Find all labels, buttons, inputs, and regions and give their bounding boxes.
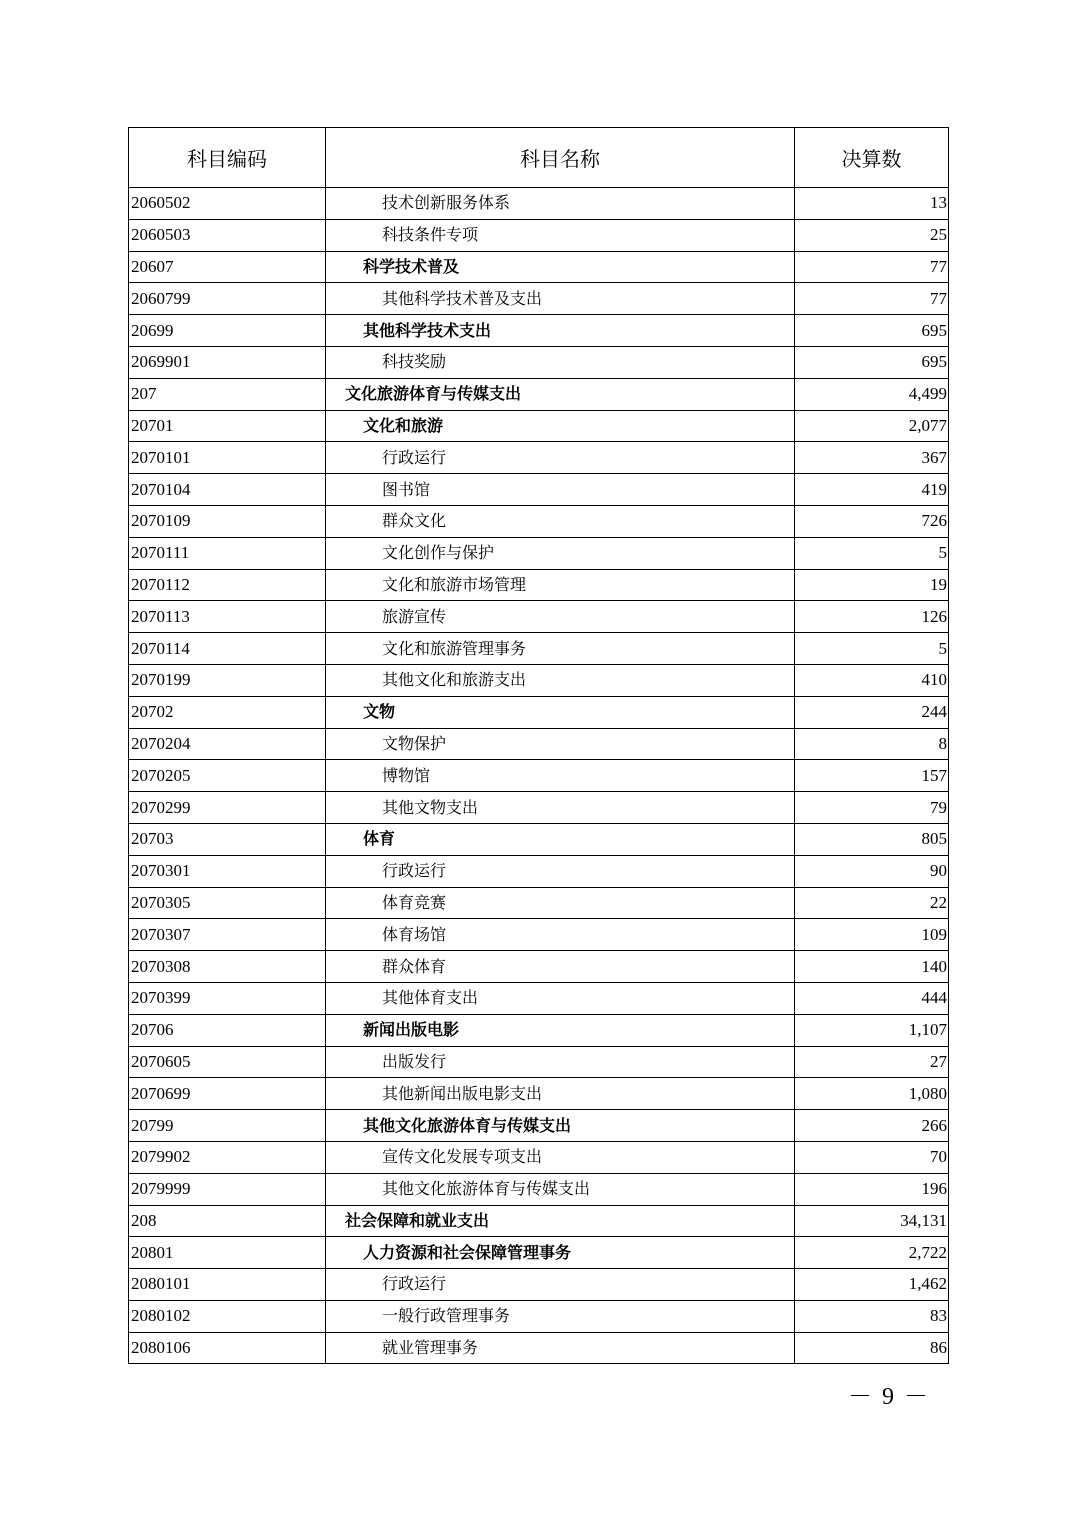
table-row [129,951,949,983]
table-body [129,188,949,1364]
row-name: 行政运行 [382,447,447,467]
row-name-cell [326,569,795,601]
row-code: 2079999 [129,1173,326,1205]
row-name-cell [326,728,795,760]
row-code: 208 [129,1205,326,1237]
row-name-cell [326,760,795,792]
row-amount: 695 [795,346,949,378]
table-row [129,1237,949,1269]
row-amount: 27 [795,1046,949,1078]
row-code: 2060799 [129,283,326,315]
row-amount: 1,080 [795,1078,949,1110]
row-name: 出版发行 [382,1051,447,1071]
table-row [129,1141,949,1173]
row-name: 文化创作与保护 [382,543,495,563]
row-name: 旅游宣传 [382,606,447,626]
row-code: 2070114 [129,633,326,665]
row-name: 其他文化旅游体育与传媒支出 [382,1179,591,1199]
row-name-cell [326,474,795,506]
row-code: 2069901 [129,346,326,378]
row-name-cell [326,887,795,919]
row-name: 技术创新服务体系 [382,193,511,213]
row-amount: 805 [795,823,949,855]
table-header-row [129,128,949,188]
budget-table [128,127,949,1364]
row-code: 2080102 [129,1300,326,1332]
row-amount: 244 [795,696,949,728]
row-name: 其他文化旅游体育与传媒支出 [363,1115,572,1135]
row-amount: 419 [795,474,949,506]
table-row [129,219,949,251]
table-row [129,1173,949,1205]
row-name: 人力资源和社会保障管理事务 [363,1242,572,1262]
row-amount: 726 [795,505,949,537]
row-code: 2070399 [129,982,326,1014]
table-row [129,410,949,442]
row-name-cell [326,219,795,251]
row-name-cell [326,1173,795,1205]
row-name-cell [326,1237,795,1269]
row-name: 群众文化 [382,511,447,531]
row-name: 博物馆 [382,765,431,785]
row-name: 文化和旅游 [363,415,444,435]
row-code: 20706 [129,1014,326,1046]
row-code: 2080101 [129,1269,326,1301]
row-amount: 86 [795,1332,949,1364]
row-code: 2070308 [129,951,326,983]
row-code: 2070307 [129,919,326,951]
row-name-cell [326,1332,795,1364]
row-name-cell [326,1205,795,1237]
row-code: 20701 [129,410,326,442]
row-amount: 34,131 [795,1205,949,1237]
row-code: 2060502 [129,188,326,220]
row-name-cell [326,410,795,442]
table-row [129,315,949,347]
row-code: 2060503 [129,219,326,251]
row-name-cell [326,1141,795,1173]
table-row [129,1269,949,1301]
table-row [129,283,949,315]
row-amount: 70 [795,1141,949,1173]
row-amount: 2,077 [795,410,949,442]
table-row [129,505,949,537]
row-name-cell [326,1078,795,1110]
row-code: 2070199 [129,664,326,696]
row-name-cell [326,1269,795,1301]
row-amount: 140 [795,951,949,983]
row-name: 其他新闻出版电影支出 [382,1083,543,1103]
table-row [129,251,949,283]
row-amount: 90 [795,855,949,887]
table-row [129,1205,949,1237]
row-name: 文化旅游体育与传媒支出 [345,384,522,404]
table-row [129,982,949,1014]
table-row [129,1110,949,1142]
table-row [129,537,949,569]
table-row [129,823,949,855]
row-amount: 83 [795,1300,949,1332]
table-row [129,1078,949,1110]
row-code: 207 [129,378,326,410]
row-name: 图书馆 [382,479,431,499]
row-amount: 13 [795,188,949,220]
row-name-cell [326,601,795,633]
row-name: 行政运行 [382,1274,447,1294]
header-amount: 决算数 [795,128,949,188]
row-amount: 157 [795,760,949,792]
row-code: 2070699 [129,1078,326,1110]
row-name: 科技条件专项 [382,225,479,245]
row-name: 社会保障和就业支出 [345,1210,490,1230]
row-name-cell [326,855,795,887]
row-name: 文物保护 [382,733,447,753]
row-name: 体育 [363,829,396,849]
table-row [129,760,949,792]
row-code: 2070104 [129,474,326,506]
table-row [129,1046,949,1078]
row-code: 20799 [129,1110,326,1142]
row-code: 2070113 [129,601,326,633]
row-name-cell [326,823,795,855]
row-name-cell [326,664,795,696]
row-amount: 4,499 [795,378,949,410]
row-name-cell [326,1046,795,1078]
row-amount: 410 [795,664,949,696]
row-code: 20607 [129,251,326,283]
table-row [129,728,949,760]
row-name-cell [326,1014,795,1046]
row-name: 文化和旅游管理事务 [382,638,527,658]
budget-table-container [128,127,948,1364]
table-row [129,378,949,410]
row-name-cell [326,633,795,665]
row-amount: 2,722 [795,1237,949,1269]
table-row [129,346,949,378]
table-row [129,474,949,506]
row-name: 体育场馆 [382,924,447,944]
row-amount: 5 [795,633,949,665]
row-name-cell [326,346,795,378]
row-code: 2070299 [129,792,326,824]
row-amount: 444 [795,982,949,1014]
row-amount: 126 [795,601,949,633]
row-amount: 19 [795,569,949,601]
table-row [129,1014,949,1046]
row-name-cell [326,1300,795,1332]
row-code: 2070205 [129,760,326,792]
row-name-cell [326,188,795,220]
row-name: 一般行政管理事务 [382,1306,511,1326]
header-name: 科目名称 [326,128,795,188]
row-code: 2070109 [129,505,326,537]
row-name: 科技奖励 [382,352,447,372]
row-code: 20699 [129,315,326,347]
row-name-cell [326,537,795,569]
row-amount: 1,107 [795,1014,949,1046]
row-amount: 196 [795,1173,949,1205]
row-name-cell [326,442,795,474]
row-name-cell [326,315,795,347]
row-name: 其他文化和旅游支出 [382,670,527,690]
row-name-cell [326,378,795,410]
row-amount: 367 [795,442,949,474]
row-amount: 22 [795,887,949,919]
row-name-cell [326,1110,795,1142]
table-row [129,919,949,951]
table-row [129,792,949,824]
row-name: 其他体育支出 [382,988,479,1008]
row-amount: 79 [795,792,949,824]
row-name-cell [326,696,795,728]
row-name-cell [326,951,795,983]
row-amount: 5 [795,537,949,569]
table-row [129,696,949,728]
row-code: 2070301 [129,855,326,887]
row-name: 文物 [363,702,396,722]
row-code: 2070605 [129,1046,326,1078]
row-amount: 1,462 [795,1269,949,1301]
row-name: 群众体育 [382,956,447,976]
table-row [129,569,949,601]
table-row [129,1332,949,1364]
row-name-cell [326,982,795,1014]
row-amount: 25 [795,219,949,251]
row-name-cell [326,505,795,537]
row-name: 体育竞赛 [382,892,447,912]
row-code: 2070305 [129,887,326,919]
row-name-cell [326,792,795,824]
row-code: 2070204 [129,728,326,760]
row-amount: 695 [795,315,949,347]
row-amount: 266 [795,1110,949,1142]
table-row [129,188,949,220]
row-name: 就业管理事务 [382,1338,479,1358]
row-name: 其他科学技术支出 [363,320,492,340]
row-code: 2080106 [129,1332,326,1364]
row-name: 科学技术普及 [363,256,460,276]
row-code: 20801 [129,1237,326,1269]
row-name-cell [326,283,795,315]
row-code: 2070101 [129,442,326,474]
row-name: 行政运行 [382,861,447,881]
table-row [129,601,949,633]
table-row [129,633,949,665]
row-name-cell [326,251,795,283]
row-name: 文化和旅游市场管理 [382,574,527,594]
row-code: 20702 [129,696,326,728]
table-row [129,664,949,696]
row-name: 宣传文化发展专项支出 [382,1147,543,1167]
table-row [129,855,949,887]
row-code: 20703 [129,823,326,855]
table-row [129,442,949,474]
row-code: 2079902 [129,1141,326,1173]
row-name: 新闻出版电影 [363,1020,460,1040]
row-amount: 77 [795,251,949,283]
row-name: 其他科学技术普及支出 [382,288,543,308]
row-code: 2070112 [129,569,326,601]
row-name-cell [326,919,795,951]
header-code: 科目编码 [129,128,326,188]
table-row [129,887,949,919]
table-row [129,1300,949,1332]
row-amount: 77 [795,283,949,315]
row-amount: 109 [795,919,949,951]
row-name: 其他文物支出 [382,797,479,817]
row-amount: 8 [795,728,949,760]
row-code: 2070111 [129,537,326,569]
page-number: － 9 － [848,1384,930,1410]
